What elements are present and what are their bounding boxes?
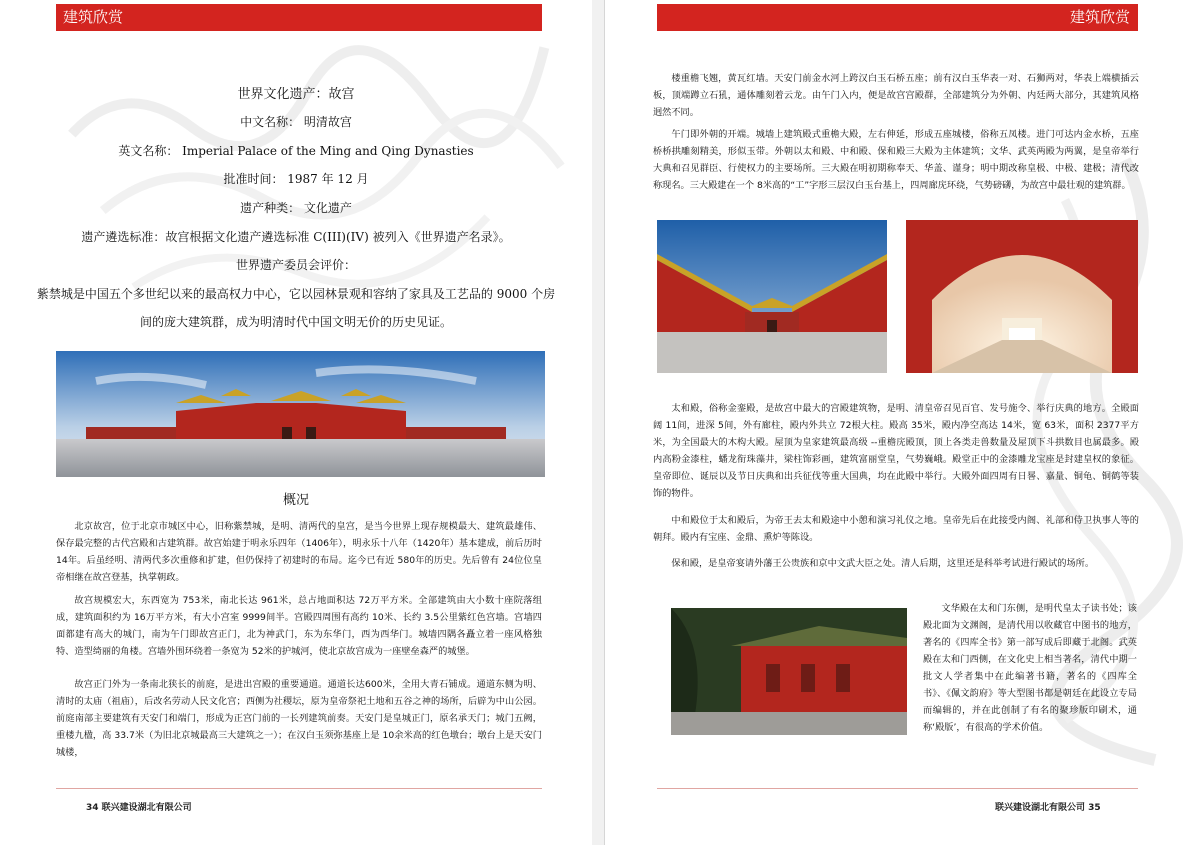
page-footer: 联兴建设湖北有限公司 35 bbox=[995, 803, 1101, 813]
section-header: 建筑欣赏 bbox=[657, 4, 1138, 31]
paragraph-baohe-hall: 保和殿，是皇帝宴请外藩王公贵族和京中文武大臣之处。清人后期，这里还是科举考试进行殿试的场所。 bbox=[671, 558, 1095, 569]
overview-paragraph-2: 故宫规模宏大，东西宽为 753米，南北长达 961米，总占地面积达 72万平方米。全部建筑由大小数十座院落组成，建筑面积约为 16万平方米，有大小宫室 9999间半。宫殿四周围有高约 10米、长约 3.5公里紫红色宫墙。宫墙四面都建有高大的城门，南为午门即故宫正门，北为神武门，东为东华门，西为西华门。城墙四隅各矗立着一座风格独特、造型绮丽的角楼。宫墙外围环绕着一条宽为 52米的护城河，使北京故宫成为一座壁垒森严的城堡。 bbox=[56, 595, 542, 657]
page-footer: 34 联兴建设湖北有限公司 bbox=[86, 803, 192, 813]
right-page bbox=[604, 0, 1196, 845]
meridian-gate-courtyard-photo bbox=[657, 220, 887, 373]
chinese-name: 中文名称： 明清故宫 bbox=[240, 115, 352, 129]
paragraph-zhonghe-hall: 中和殿位于太和殿后，为帝王去太和殿途中小憩和演习礼仪之地。皇帝先后在此接受内阁、礼部和侍卫执事人等的朝拜。殿内有宝座、金鼎、熏炉等陈设。 bbox=[653, 515, 1139, 543]
overview-paragraph-3: 故宫正门外为一条南北狭长的前庭，是进出宫殿的重要通道。通道长达600米，全用大青石铺成。通道东侧为明、清时的太庙（祖庙），后改名劳动人民文化宫；西侧为社稷坛，原为皇帝祭祀土地和五谷之神的场所，后辟为中山公园。前庭南部主要建筑有天安门和端门，形成为正宫门前的一长列建筑前奏。天安门是皇城正门，原名承天门；城门五阙，重楼九楹，高 33.7米（为旧北京城最高三大建筑之一）；在汉白玉须弥基座上是 10余米高的红色墩台；墩台上是天安门城楼， bbox=[56, 679, 542, 758]
evaluation-line-2: 间的庞大建筑群，成为明清时代中国文明无价的历史见证。 bbox=[139, 315, 452, 329]
paragraph-wenhua-hall: 文华殿在太和门东侧，是明代皇太子读书处；该殿北面为文渊阁，是清代用以收藏官中图书的地方，著名的《四库全书》第一部写成后即藏于北阁。武英殿在太和门西侧，在文化史上相当著名，清代中期一批文人学者集中在此编著书籍，著名的《四库全书》、《佩文韵府》等大型图书都是朝廷在此设立专局而编辑的，并在此创制了有名的聚珍版印刷术，通称‘殿版’，有很高的学术价值。 bbox=[923, 603, 1137, 733]
footer-rule bbox=[657, 788, 1138, 789]
page-title: 世界文化遗产：故宫 bbox=[237, 87, 355, 102]
left-page bbox=[0, 0, 593, 845]
section-header: 建筑欣赏 bbox=[56, 4, 542, 31]
paragraph-tiananmen: 楼重檐飞翘，黄瓦红墙。天安门前金水河上跨汉白玉石桥五座；前有汉白玉华表一对、石狮两对，华表上端横插云板，顶端蹲立石犼，通体雕刻着云龙。由午门入内，便是故宫宫殿群，全部建筑分为外朝、内廷两大部分，其建筑风格迥然不同。 bbox=[653, 73, 1139, 118]
approval-time: 批准时间： 1987 年 12 月 bbox=[223, 172, 369, 186]
heritage-type: 遗产种类： 文化遗产 bbox=[240, 201, 352, 215]
section-heading: 概况 bbox=[282, 493, 309, 508]
english-name: 英文名称： Imperial Palace of the Ming and Qing Dynasties bbox=[118, 144, 474, 158]
overview-paragraph-1: 北京故宫，位于北京市城区中心，旧称紫禁城，是明、清两代的皇宫，是当今世界上现存规模最大、建筑最雄伟、保存最完整的古代宫殿和古建筑群。故宫始建于明永乐四年（1406年），明永乐十八年（1420年）基本建成，前后历时 14年。后虽经明、清两代多次重修和扩建，但仍保持了初建时的布局。迄今已有近 580年的历史。先后曾有 24位位皇帝相继在故宫登基，执掌朝政。 bbox=[56, 521, 542, 583]
footer-rule bbox=[56, 788, 542, 789]
paragraph-outer-court: 午门即外朝的开端。城墙上建筑殿式重檐大殿，左右伸延，形成五座城楼，俗称五凤楼。进门可达内金水桥，五座桥桥拱雕刻精美，形似玉带。外朝以太和殿、中和殿、保和殿三大殿为主体建筑；文华、武英两殿为两翼，是皇帝举行大典和召见群臣、行使权力的主要场所。三大殿在明初期称奉天、华盖、谨身；明中期改称皇极、中极、建极；清代改称现名。三大殿建在一个 8米高的“工”字形三层汉白玉台基上，四周廊庑环绕，气势磅礴，为故宫中最壮观的建筑群。 bbox=[653, 129, 1139, 191]
committee-label: 世界遗产委员会评价： bbox=[235, 258, 356, 272]
page-gutter bbox=[592, 0, 604, 845]
wenhua-hall-photo bbox=[671, 608, 907, 735]
paragraph-taihe-hall: 太和殿，俗称金銮殿，是故宫中最大的宫殿建筑物，是明、清皇帝召见百官、发号施令、举行庆典的地方。全殿面阔 11间，进深 5间，外有廊柱，殿内外共立 72根大柱。殿高 35米，殿内净空高达 14米，宽 63米，面积 2377平方米，为全国最大的木构大殿。屋顶为皇家建筑最高级 --重檐庑殿顶，顶上各类走兽数量及屋顶下斗拱数目也属最多。殿内高粉金漆柱，蟠龙衔珠藻井，梁柱饰彩画，建筑富丽堂皇，气势巍峨。殿堂正中的金漆雕龙宝座是封建皇权的象征。皇帝即位、诞辰以及节日庆典和出兵征伐等重大国典，均在此殿中举行。大殿外面四周有日晷、嘉量、铜龟、铜鹤等装饰的物件。 bbox=[653, 403, 1139, 499]
arched-gateway-photo bbox=[906, 220, 1138, 373]
evaluation-line-1: 紫禁城是中国五个多世纪以来的最高权力中心，它以园林景观和容纳了家具及工艺品的 9000 个房 bbox=[36, 287, 556, 301]
meridian-gate-panorama-photo bbox=[56, 351, 545, 477]
selection-criteria: 遗产遴选标准：故宫根据文化遗产遴选标准 C(III)(IV) 被列入《世界遗产名录》。 bbox=[81, 230, 511, 244]
